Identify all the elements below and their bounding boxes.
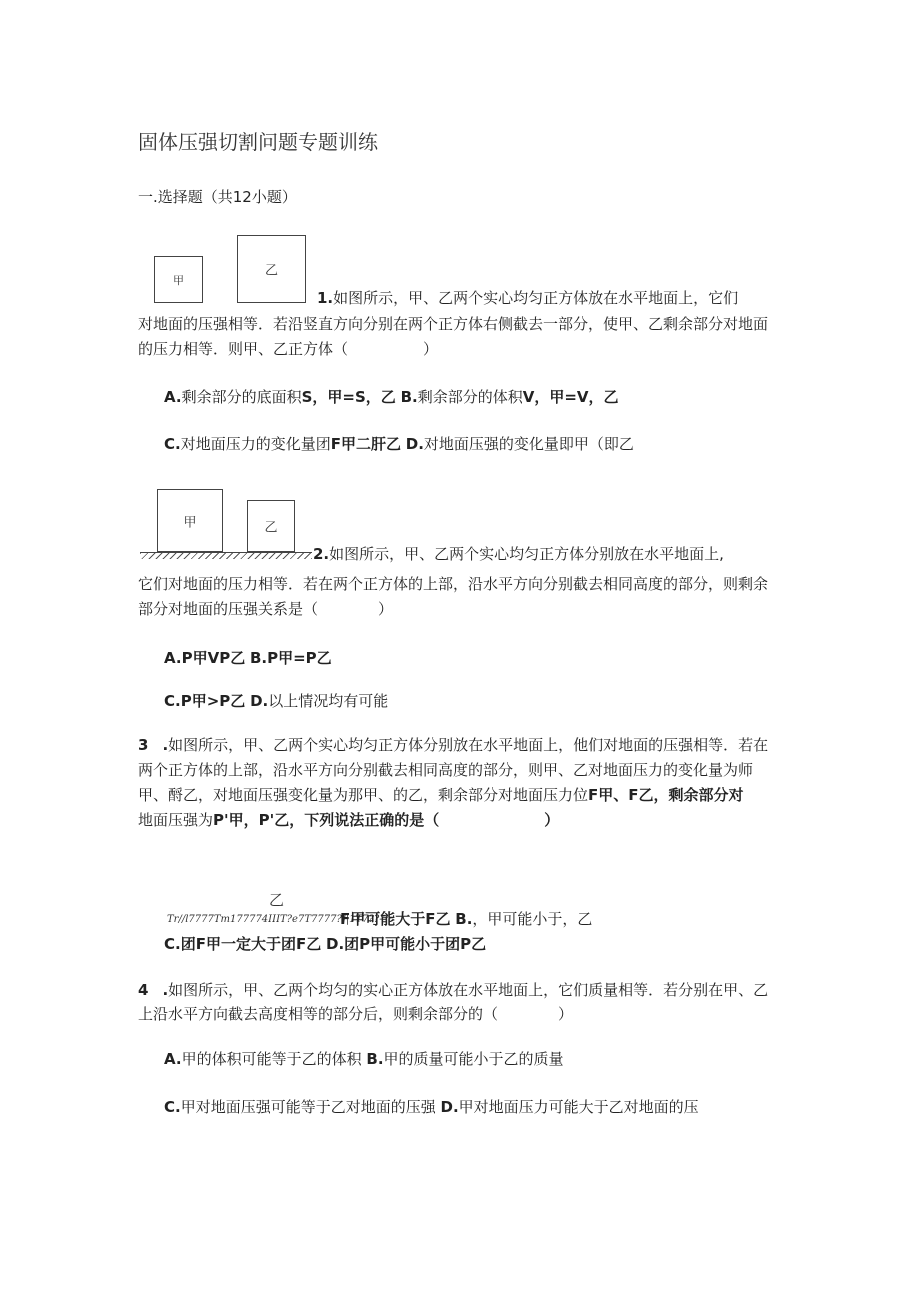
q1-option-b-text-1: 剩余部分的体积 — [417, 388, 523, 406]
q1-option-c-label: C. — [164, 435, 181, 453]
q4-number-dot: . — [162, 981, 169, 999]
q2-number: 2. — [313, 545, 330, 563]
q2-figure-cube-yi — [247, 500, 295, 552]
q1-option-b-label: B. — [400, 388, 418, 406]
q1-figure-label-yi: 乙 — [264, 263, 278, 279]
q2-option-b-text: P甲=P乙 — [267, 649, 332, 667]
q1-line-1 — [317, 286, 738, 310]
q1-options-cd — [164, 433, 634, 454]
q3-figure-ground-garbled: Tr//l7777Tm177774IIIT?e7T7777?]|1T7??- — [167, 914, 383, 925]
q2-option-b-label: B. — [249, 649, 268, 667]
q3-option-c-text: 团F甲一定大于团F乙 — [180, 935, 322, 953]
q1-option-a-label: A. — [164, 388, 182, 406]
q1-option-b-text-2: V，甲=V，乙 — [522, 388, 619, 406]
q2-line-2: 它们对地面的压力相等．若在两个正方体的上部，沿水平方向分别截去相同高度的部分，则剩余 — [138, 575, 769, 593]
q1-number: 1. — [317, 289, 334, 307]
q3-line-1 — [138, 733, 768, 757]
q2-options-ab — [164, 647, 332, 668]
q3-option-d-label: D. — [326, 935, 345, 953]
q3-option-a-text: F甲可能大于F乙 — [340, 910, 451, 928]
q2-option-a-label: A. — [164, 649, 182, 667]
q1-line-2: 对地面的压强相等．若沿竖直方向分别在两个正方体右侧截去一部分，使甲、乙剩余部分对地面 — [138, 315, 769, 333]
q2-figure-label-jia: 甲 — [183, 515, 197, 530]
q4-option-d-label: D. — [440, 1098, 459, 1116]
q1-stem-1: 如图所示，甲、乙两个实心均匀正方体放在水平地面上，它们 — [333, 289, 739, 307]
q2-option-c-label: C. — [164, 692, 181, 710]
q3-option-b-text: ，甲可能小于，乙 — [472, 910, 593, 928]
q3-stem-3a: 甲、酹乙，对地面压强变化量为那甲、的乙，剩余部分对地面压力位 — [138, 786, 589, 804]
q4-options-ab — [164, 1048, 564, 1069]
q3-stem-4a: 地面压强为 — [138, 811, 214, 829]
q4-option-d-text: 甲对地面压力可能大于乙对地面的压 — [458, 1098, 699, 1116]
q4-number: 4 — [138, 981, 149, 999]
q3-option-c-label: C. — [164, 935, 181, 953]
section-heading: 一.选择题（共12小题） — [138, 188, 297, 206]
q3-stem-4b: P'甲，P'乙，下列说法正确的是（ ） — [213, 811, 560, 829]
q4-line-2: 上沿水平方向截去高度相等的部分后，则剩余部分的（ ） — [138, 1005, 574, 1023]
q1-line-3: 的压力相等．则甲、乙正方体（ ） — [138, 340, 439, 358]
q3-options-cd — [164, 933, 486, 954]
q3-line-2: 两个正方体的上部，沿水平方向分别截去相同高度的部分，则甲、乙对地面压力的变化量为师 — [138, 761, 754, 779]
q1-figure-cube-yi — [237, 235, 306, 303]
q3-number-dot: . — [162, 736, 169, 754]
q2-figure-ground — [140, 552, 312, 559]
q2-option-d-text: 以上情况均有可能 — [268, 692, 389, 710]
q3-number: 3 — [138, 736, 149, 754]
page-title: 固体压强切割问题专题训练 — [138, 130, 378, 154]
q4-stem-1: 如图所示，甲、乙两个均匀的实心正方体放在水平地面上，它们质量相等．若分别在甲、乙 — [168, 981, 769, 999]
q3-stem-3b: F甲、F乙，剩余部分对 — [588, 786, 744, 804]
q2-option-c-text: P甲>P乙 — [180, 692, 246, 710]
q1-option-a-text-1: 剩余部分的底面积 — [181, 388, 302, 406]
q1-option-c-text-1: 对地面压力的变化量团 — [180, 435, 331, 453]
q4-line-1 — [138, 978, 768, 1002]
q3-option-b-label: B. — [455, 910, 473, 928]
q3-figure-label-yi: 乙 — [269, 891, 285, 909]
q3-line-4 — [138, 808, 559, 832]
q1-option-d-text: 对地面压强的变化量即甲（即乙 — [423, 435, 634, 453]
q3-options-ab — [340, 908, 592, 929]
q1-figure-label-jia: 甲 — [173, 273, 184, 287]
q2-line-3: 部分对地面的压强关系是（ ） — [138, 600, 394, 618]
q2-option-a-text: P甲VP乙 — [181, 649, 246, 667]
q2-option-d-label: D. — [250, 692, 269, 710]
q4-option-a-text: 甲的体积可能等于乙的体积 — [181, 1050, 362, 1068]
q3-stem-1: 如图所示，甲、乙两个实心均匀正方体分别放在水平地面上，他们对地面的压强相等．若在 — [168, 736, 769, 754]
q2-stem-1: 如图所示，甲、乙两个实心均匀正方体分别放在水平地面上, — [329, 545, 724, 563]
q4-option-c-text: 甲对地面压强可能等于乙对地面的压强 — [180, 1098, 436, 1116]
q1-option-c-text-2: F甲二肝乙 — [330, 435, 401, 453]
q4-option-b-text: 甲的质量可能小于乙的质量 — [383, 1050, 564, 1068]
q2-options-cd — [164, 690, 388, 711]
q2-line-1 — [313, 542, 724, 566]
q3-option-d-text: 团P甲可能小于团P乙 — [344, 935, 487, 953]
q1-figure-cube-jia — [154, 256, 203, 303]
q1-option-d-label: D. — [405, 435, 424, 453]
q2-figure-cube-jia — [157, 489, 223, 552]
q2-figure-label-yi: 乙 — [264, 520, 278, 536]
q3-line-3 — [138, 783, 744, 807]
q4-option-c-label: C. — [164, 1098, 181, 1116]
q1-option-a-text-2: S，甲=S，乙 — [301, 388, 396, 406]
q4-option-a-label: A. — [164, 1050, 182, 1068]
q4-option-b-label: B. — [366, 1050, 384, 1068]
q1-options-ab — [164, 386, 619, 407]
q4-options-cd — [164, 1096, 699, 1117]
